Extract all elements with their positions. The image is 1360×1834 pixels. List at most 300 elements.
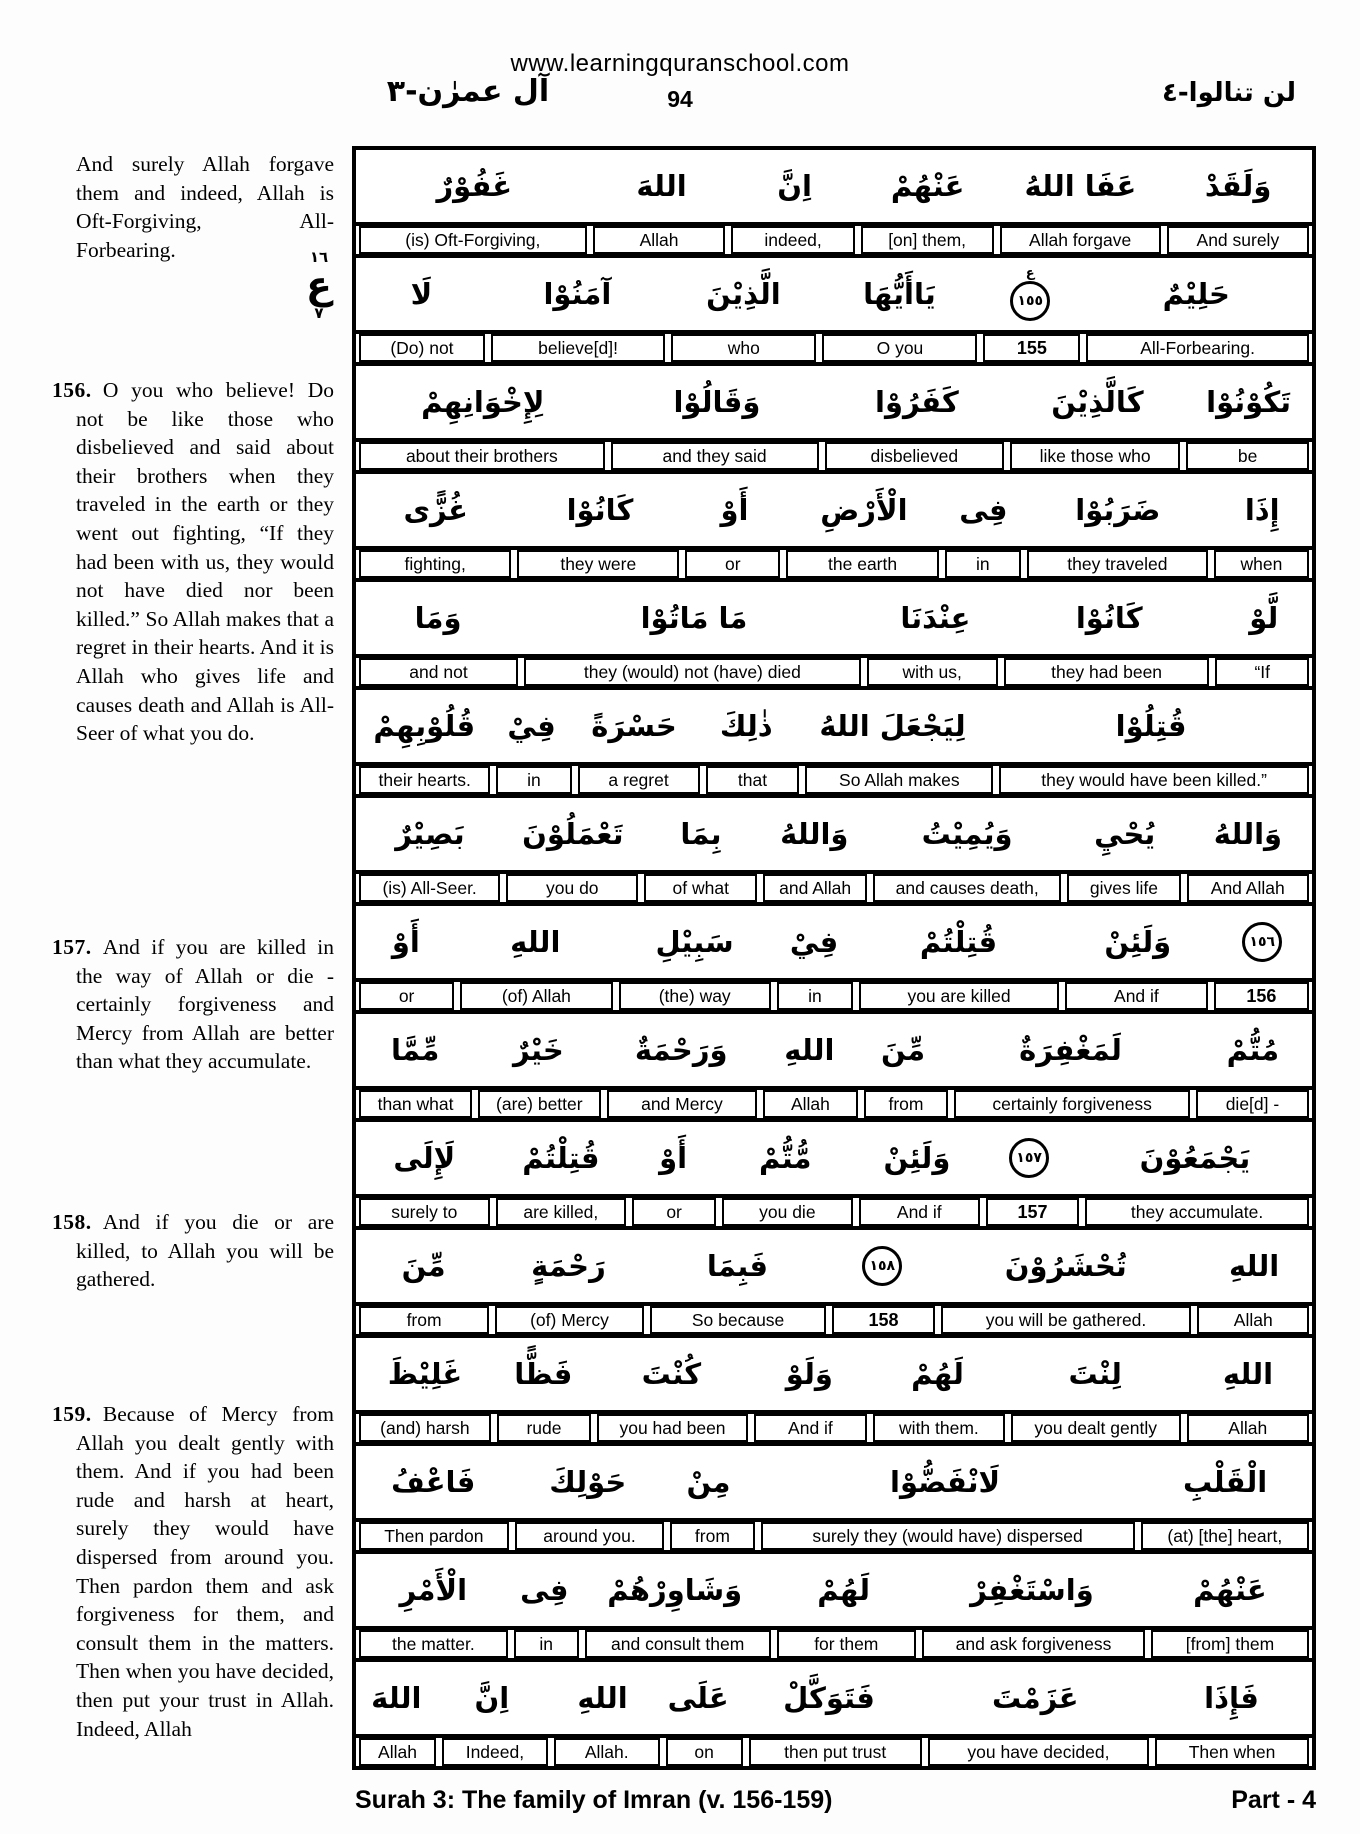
arabic-word: وَمَا xyxy=(414,601,462,635)
arabic-word: وَلَئِنْ xyxy=(1104,925,1172,959)
translation-cell: (of) Mercy xyxy=(495,1306,644,1334)
translation-row xyxy=(356,1522,1312,1554)
translation-row xyxy=(356,1198,1312,1230)
translation-cell-slot xyxy=(356,334,488,362)
arabic-word: مِّمَّا xyxy=(390,1033,440,1067)
verse-number-arabic: ١٥٦ xyxy=(1242,922,1282,962)
translation-cell: (the) way xyxy=(619,982,771,1010)
translation-cell: surely they (would have) dispersed xyxy=(761,1522,1135,1550)
translation-cell-slot xyxy=(590,226,729,254)
translation-cell-slot xyxy=(616,982,774,1010)
translation-cell-slot xyxy=(925,1738,1152,1766)
verse-translation-note: 159. Because of Mercy from Allah you dealt gently with them. And if you had been rude and harsh at heart, surely they would have dispersed from around you. Then pardon them and ask forgiveness for them, and consult them in the matters. Then when you have decided, then put your trust in Allah. Indeed, Allah xyxy=(52,1402,334,1741)
translation-cell-slot xyxy=(858,226,997,254)
translation-cell-slot xyxy=(356,550,514,578)
translation-cell-slot xyxy=(629,1198,719,1226)
translation-row xyxy=(356,550,1312,582)
translation-cell-slot xyxy=(475,1090,604,1118)
translation-cell-slot xyxy=(356,442,608,470)
translation-cell: who xyxy=(671,334,816,362)
translation-cell-slot xyxy=(356,1630,511,1658)
translation-cell: around you. xyxy=(515,1522,665,1550)
verse-end-medallion xyxy=(1009,1138,1049,1178)
verse-end-medallion xyxy=(980,1122,1078,1194)
arabic-word: عَنْهُمْ xyxy=(890,169,965,203)
translation-cell: like those who xyxy=(1010,442,1180,470)
translation-cell: gives life xyxy=(1067,874,1180,902)
arabic-word: كَفَرُوْا xyxy=(875,385,959,419)
arabic-word: حَوْلِكَ xyxy=(549,1465,627,1499)
translation-cell: they traveled xyxy=(1027,550,1208,578)
arabic-word: حَسْرَةً xyxy=(591,709,677,743)
translation-cell-slot xyxy=(951,1090,1193,1118)
arabic-word: الَّذِيْنَ xyxy=(706,277,781,311)
translation-row xyxy=(356,982,1312,1014)
translation-cell: about their brothers xyxy=(359,442,605,470)
translation-cell-slot xyxy=(1184,874,1313,902)
verse-number-label: 156. xyxy=(52,378,103,402)
translation-cell-slot xyxy=(1008,1414,1184,1442)
arabic-word: وَلَوْ xyxy=(785,1357,833,1391)
arabic-word: عَلَى xyxy=(667,1681,729,1715)
arabic-word: اِنَّ xyxy=(474,1681,510,1715)
translation-cell-slot xyxy=(1064,874,1183,902)
arabic-word: وَلَئِنْ xyxy=(883,1141,951,1175)
arabic-word: تُحْشَرُوْنَ xyxy=(1004,1249,1127,1283)
translation-cell-slot xyxy=(1211,550,1312,578)
arabic-word: كُنْتَ xyxy=(641,1357,702,1391)
verse-number-label: 158. xyxy=(52,1210,103,1234)
translation-cell: (at) [the] heart, xyxy=(1141,1522,1309,1550)
arabic-word: لِيَجْعَلَ اللهُ xyxy=(819,709,966,743)
translation-cell: for them xyxy=(777,1630,916,1658)
verse-number-label: 157. xyxy=(52,935,103,959)
arabic-word: مُّتُّمْ xyxy=(758,1141,812,1175)
arabic-word: اللهَ xyxy=(636,169,687,203)
arabic-text-row xyxy=(356,1662,1312,1738)
arabic-word: سَبِيْلِ xyxy=(655,925,734,959)
translation-cell-slot xyxy=(719,1198,856,1226)
translation-cell-slot xyxy=(864,658,1001,686)
translation-cell-slot xyxy=(356,1414,494,1442)
translation-cell: they were xyxy=(517,550,679,578)
ain-mark: ع xyxy=(1025,266,1035,281)
arabic-text-row xyxy=(356,1122,1312,1198)
translation-cell: And if xyxy=(754,1414,867,1442)
website-url: www.learningquranschool.com xyxy=(510,50,850,77)
arabic-text-row xyxy=(356,1338,1312,1414)
translation-cell: with them. xyxy=(873,1414,1005,1442)
translation-cell: from xyxy=(670,1522,754,1550)
arabic-word: فَظًّا xyxy=(514,1357,573,1391)
verse-number-arabic: ١٥٨ xyxy=(862,1246,902,1286)
translation-cell-slot xyxy=(1212,658,1312,686)
translation-cell: on xyxy=(666,1738,743,1766)
translation-cell-slot xyxy=(1024,550,1211,578)
translation-cell-slot xyxy=(774,982,856,1010)
juz-title-arabic: لن تنالوا-٤ xyxy=(1162,78,1296,108)
arabic-word: مِّنَ xyxy=(401,1249,446,1283)
translation-cell: with us, xyxy=(867,658,998,686)
translation-cell-slot xyxy=(1152,1738,1312,1766)
table-row-block xyxy=(356,1554,1312,1662)
translation-cell: you do xyxy=(506,874,638,902)
arabic-word: إِذَا xyxy=(1244,493,1280,527)
arabic-word: لَهُمْ xyxy=(817,1573,871,1607)
arabic-word: وَاللهُ xyxy=(780,817,849,851)
arabic-word: يَجْمَعُوْنَ xyxy=(1139,1141,1251,1175)
translation-cell: and consult them xyxy=(585,1630,771,1658)
table-row-block xyxy=(356,366,1312,474)
arabic-word: فِى xyxy=(959,493,1008,527)
translation-row xyxy=(356,1090,1312,1122)
translation-cell: Then pardon xyxy=(359,1522,509,1550)
translation-cell-slot xyxy=(760,874,870,902)
arabic-word: الْأَرْضِ xyxy=(820,493,908,527)
arabic-word: اللهِ xyxy=(784,1033,835,1067)
translation-table xyxy=(352,146,1316,1770)
ruku-marker xyxy=(297,250,341,321)
translation-cell-slot xyxy=(594,1414,751,1442)
translation-cell-slot xyxy=(802,766,996,794)
arabic-text-row xyxy=(356,1554,1312,1630)
translation-cell: [from] them xyxy=(1151,1630,1309,1658)
table-row-block xyxy=(356,258,1312,366)
footer-surah-reference: Surah 3: The family of Imran (v. 156-159) xyxy=(355,1786,833,1814)
translation-cell: they (would) not (have) died xyxy=(524,658,861,686)
translation-cell-slot xyxy=(1194,1306,1312,1334)
translation-cell-slot xyxy=(439,1738,551,1766)
arabic-word: مِّنَ xyxy=(880,1033,926,1067)
arabic-word: اللهَ xyxy=(371,1681,422,1715)
arabic-word: اللهِ xyxy=(1228,1249,1280,1283)
arabic-text-row xyxy=(356,798,1312,874)
table-row-block xyxy=(356,1338,1312,1446)
translation-cell: (of) Allah xyxy=(460,982,612,1010)
translation-row xyxy=(356,334,1312,366)
verse-translation-note: 157. And if you are killed in the way of Allah or die - certainly forgiveness and Mercy from Allah are better than what they accumulate. xyxy=(52,935,334,1074)
table-row-block xyxy=(356,1662,1312,1766)
arabic-word: الْقَلْبِ xyxy=(1182,1465,1268,1499)
translation-cell-slot xyxy=(746,1738,925,1766)
table-row-block xyxy=(356,474,1312,582)
translation-cell-slot xyxy=(1211,982,1312,1010)
translation-cell-slot xyxy=(356,766,493,794)
translation-cell-slot xyxy=(493,766,574,794)
arabic-word: مِنْ xyxy=(686,1465,731,1499)
translation-cell-slot xyxy=(356,1738,439,1766)
arabic-word: وَيُمِيْتُ xyxy=(921,817,1013,851)
translation-cell: in xyxy=(945,550,1021,578)
translation-cell: die[d] - xyxy=(1196,1090,1309,1118)
verse-end-medallion xyxy=(980,258,1081,330)
translation-cell-slot xyxy=(1193,1090,1312,1118)
arabic-text-row xyxy=(356,474,1312,550)
arabic-word: لَمَغْفِرَةٌ xyxy=(1019,1033,1122,1067)
translation-cell-slot xyxy=(856,982,1062,1010)
arabic-word: اللهِ xyxy=(1222,1357,1274,1391)
translation-cell: and Allah xyxy=(763,874,867,902)
translation-cell: “If xyxy=(1215,658,1309,686)
translation-cell: (are) better xyxy=(478,1090,601,1118)
translation-cell-slot xyxy=(488,334,668,362)
arabic-word: أَوْ xyxy=(659,1141,688,1175)
translation-cell-slot xyxy=(356,982,457,1010)
translation-cell-slot xyxy=(608,442,822,470)
translation-cell: disbelieved xyxy=(825,442,1005,470)
translation-cell-slot xyxy=(996,766,1312,794)
translation-row xyxy=(356,1414,1312,1446)
translation-cell-slot xyxy=(551,1738,663,1766)
translation-cell-slot xyxy=(1148,1630,1312,1658)
translation-cell-slot xyxy=(582,1630,774,1658)
arabic-word: فَإِذَا xyxy=(1204,1681,1259,1715)
translation-cell-slot xyxy=(938,1306,1195,1334)
arabic-word: مَا مَاتُوْا xyxy=(640,601,748,635)
table-row-block xyxy=(356,1446,1312,1554)
arabic-word: يَاأَيُّهَا xyxy=(863,277,936,311)
translation-cell: and causes death, xyxy=(873,874,1061,902)
arabic-word: وَاسْتَغْفِرْ xyxy=(970,1573,1094,1607)
translation-cell: So Allah makes xyxy=(805,766,993,794)
arabic-word: غَلِيْظَ xyxy=(387,1357,463,1391)
arabic-word: وَلَقَدْ xyxy=(1204,169,1272,203)
arabic-text-row xyxy=(356,1014,1312,1090)
translation-cell: you had been xyxy=(597,1414,748,1442)
arabic-text-row xyxy=(356,690,1312,766)
translation-cell: (is) Oft-Forgiving, xyxy=(359,226,587,254)
arabic-word: تَكُوْنُوْا xyxy=(1206,385,1292,419)
table-row-block xyxy=(356,582,1312,690)
translation-row xyxy=(356,1306,1312,1338)
translation-row xyxy=(356,1738,1312,1766)
translation-cell-slot xyxy=(1183,442,1312,470)
translation-cell: believe[d]! xyxy=(491,334,665,362)
translation-cell-slot xyxy=(1001,658,1213,686)
arabic-text-row xyxy=(356,258,1312,334)
translation-cell: Then when xyxy=(1155,1738,1309,1766)
translation-cell: Allah xyxy=(1197,1306,1309,1334)
translation-cell: (Do) not xyxy=(359,334,485,362)
translation-cell-slot xyxy=(514,550,682,578)
translation-cell: Indeed, xyxy=(442,1738,548,1766)
verse-end-medallion xyxy=(829,1230,935,1302)
ruku-number-top: ١٦ xyxy=(309,248,329,266)
footer-part-number: Part - 4 xyxy=(1231,1786,1316,1814)
translation-cell: indeed, xyxy=(731,226,854,254)
translation-cell-slot xyxy=(997,226,1164,254)
arabic-word: خَيْرٌ xyxy=(512,1033,564,1067)
arabic-word: كَالَّذِيْنَ xyxy=(1051,385,1144,419)
arabic-word: بِمَا xyxy=(680,817,722,851)
translation-cell: from xyxy=(359,1306,489,1334)
translation-cell: are killed, xyxy=(496,1198,627,1226)
arabic-word: ضَرَبُوْا xyxy=(1075,493,1161,527)
ruku-ain-letter: ع xyxy=(306,263,332,307)
arabic-word: فَتَوَكَّلْ xyxy=(783,1681,875,1715)
verse-translation-note: 156. O you who believe! Do not be like those who disbelieved and said about their brothers when they traveled in the earth or they went out fighting, “If they had been with us, they would not have died nor been killed.” So Allah makes that a regret in their hearts. And it is Allah who gives life and causes death and Allah is All-Seer of what you do. xyxy=(52,378,334,746)
translation-cell: So because xyxy=(650,1306,827,1334)
translation-cell: [on] them, xyxy=(861,226,994,254)
ruku-number-bottom: ٧ xyxy=(314,304,324,322)
translation-cell-slot xyxy=(1062,982,1211,1010)
translation-cell: from xyxy=(864,1090,949,1118)
verse-end-medallion xyxy=(1010,267,1050,321)
arabic-word: تَعْمَلُوْنَ xyxy=(522,817,624,851)
verse-translation-note: And surely Allah forgave them and indeed, Allah is Oft-Forgiving, All-Forbearing. xyxy=(76,152,334,262)
translation-row xyxy=(356,226,1312,258)
translation-cell: you dealt gently xyxy=(1011,1414,1181,1442)
translation-cell: Allah. xyxy=(554,1738,660,1766)
arabic-word: عِنْدَنَا xyxy=(900,601,971,635)
translation-cell: they would have been killed.” xyxy=(999,766,1309,794)
translation-cell: then put trust xyxy=(749,1738,922,1766)
translation-cell-slot xyxy=(783,550,941,578)
verse-number-arabic: ١٥٧ xyxy=(1009,1138,1049,1178)
arabic-word: قُلُوْبِهِمْ xyxy=(373,709,476,743)
translation-cell-slot xyxy=(829,1306,937,1334)
arabic-word: الْأَمْرِ xyxy=(399,1573,468,1607)
translation-cell: And Allah xyxy=(1187,874,1310,902)
translation-cell: certainly forgiveness xyxy=(954,1090,1190,1118)
translation-cell: rude xyxy=(497,1414,591,1442)
arabic-word: عَنْهُمْ xyxy=(1193,1573,1267,1607)
translation-cell: (is) All-Seer. xyxy=(359,874,500,902)
translation-cell: and Mercy xyxy=(607,1090,758,1118)
translation-cell: Allah xyxy=(593,226,726,254)
translation-cell-slot xyxy=(356,874,503,902)
translation-cell-slot xyxy=(511,1630,582,1658)
translation-row xyxy=(356,658,1312,690)
verse-number-cell: 157 xyxy=(986,1198,1079,1226)
arabic-text-row xyxy=(356,1446,1312,1522)
verse-end-medallion xyxy=(1242,922,1282,962)
arabic-text-row xyxy=(356,1230,1312,1306)
arabic-word: مُتُّمْ xyxy=(1226,1033,1280,1067)
translation-row xyxy=(356,766,1312,798)
arabic-word: لَانْفَضُّوْا xyxy=(890,1465,1001,1499)
translation-cell-slot xyxy=(1083,334,1312,362)
table-row-block xyxy=(356,1230,1312,1338)
translation-cell: surely to xyxy=(359,1198,490,1226)
translation-cell-slot xyxy=(663,1738,746,1766)
arabic-word: ذٰلِكَ xyxy=(719,709,773,743)
table-row-block xyxy=(356,1014,1312,1122)
arabic-word: عَزَمْتَ xyxy=(992,1681,1079,1715)
translation-cell-slot xyxy=(774,1630,919,1658)
arabic-word: كَانُوْا xyxy=(1075,601,1143,635)
translation-cell-slot xyxy=(356,658,521,686)
arabic-word: فَبِمَا xyxy=(706,1249,769,1283)
translation-cell-slot xyxy=(861,1090,952,1118)
translation-cell-slot xyxy=(728,226,857,254)
arabic-word: عَفَا اللهُ xyxy=(1024,169,1137,203)
surah-title-arabic: آل عمرٰن-٣ xyxy=(386,74,550,109)
arabic-word: فَاعْفُ xyxy=(391,1465,476,1499)
translation-cell-slot xyxy=(503,874,641,902)
arabic-word: وَرَحْمَةٌ xyxy=(634,1033,728,1067)
translation-cell-slot xyxy=(919,1630,1148,1658)
translation-row xyxy=(356,442,1312,474)
translation-cell-slot xyxy=(356,226,590,254)
translation-cell: they had been xyxy=(1004,658,1210,686)
translation-cell-slot xyxy=(512,1522,668,1550)
translation-cell-slot xyxy=(980,334,1083,362)
arabic-text-row xyxy=(356,150,1312,226)
arabic-word: اللهِ xyxy=(577,1681,628,1715)
arabic-word: لِإِخْوَانِهِمْ xyxy=(421,385,545,419)
translation-cell-slot xyxy=(751,1414,870,1442)
translation-cell: of what xyxy=(644,874,757,902)
arabic-word: وَاللهُ xyxy=(1213,817,1283,851)
arabic-word: لَهُمْ xyxy=(911,1357,964,1391)
table-row-block xyxy=(356,690,1312,798)
translation-cell: Allah forgave xyxy=(1000,226,1161,254)
translation-cell: Allah xyxy=(763,1090,857,1118)
translation-row xyxy=(356,1630,1312,1662)
translation-cell: And surely xyxy=(1167,226,1309,254)
translation-cell: fighting, xyxy=(359,550,511,578)
translation-cell-slot xyxy=(682,550,783,578)
arabic-word: وَشَاوِرْهُمْ xyxy=(607,1573,743,1607)
translation-cell-slot xyxy=(356,1198,493,1226)
translation-cell: And if xyxy=(859,1198,980,1226)
arabic-word: اللهِ xyxy=(510,925,561,959)
translation-cell-slot xyxy=(760,1090,860,1118)
translation-cell: when xyxy=(1214,550,1309,578)
translation-cell: Allah xyxy=(1187,1414,1310,1442)
arabic-word: لِنْتَ xyxy=(1068,1357,1122,1391)
translation-cell-slot xyxy=(604,1090,761,1118)
verse-translation-note: 158. And if you die or are killed, to Allah you will be gathered. xyxy=(52,1210,334,1292)
arabic-word: يُحْيِ xyxy=(1094,817,1156,851)
translation-cell: And if xyxy=(1065,982,1208,1010)
arabic-word: قُتِلْتُمْ xyxy=(522,1141,600,1175)
translation-cell: you are killed xyxy=(859,982,1059,1010)
translation-cell-slot xyxy=(870,874,1064,902)
translation-cell: that xyxy=(706,766,800,794)
translation-cell: than what xyxy=(359,1090,472,1118)
arabic-word: قُتِلُوْا xyxy=(1115,709,1187,743)
table-row-block xyxy=(356,798,1312,906)
translation-cell-slot xyxy=(494,1414,594,1442)
arabic-text-row xyxy=(356,582,1312,658)
verse-number-cell: 155 xyxy=(983,334,1080,362)
translation-cell: a regret xyxy=(578,766,700,794)
arabic-word: أَوْ xyxy=(720,493,749,527)
translation-cell: the earth xyxy=(786,550,938,578)
translation-cell: O you xyxy=(822,334,977,362)
translation-cell-slot xyxy=(870,1414,1008,1442)
arabic-word: وَقَالُوْا xyxy=(673,385,761,419)
translation-row xyxy=(356,874,1312,906)
translation-cell-slot xyxy=(983,1198,1082,1226)
page-number: 94 xyxy=(667,86,693,112)
arabic-word: غَفُوْرٌ xyxy=(436,169,513,203)
translation-cell: the matter. xyxy=(359,1630,508,1658)
translation-cell-slot xyxy=(668,334,819,362)
translation-cell-slot xyxy=(819,334,980,362)
arabic-word: لَّوْ xyxy=(1249,601,1279,635)
arabic-word: كَانُوْا xyxy=(566,493,634,527)
translation-cell-slot xyxy=(521,658,864,686)
translation-cell-slot xyxy=(822,442,1008,470)
verse-end-medallion xyxy=(1212,906,1312,978)
arabic-text-row xyxy=(356,906,1312,982)
translation-cell-slot xyxy=(1082,1198,1312,1226)
translation-cell: and ask forgiveness xyxy=(922,1630,1145,1658)
translation-cell: Allah xyxy=(359,1738,436,1766)
